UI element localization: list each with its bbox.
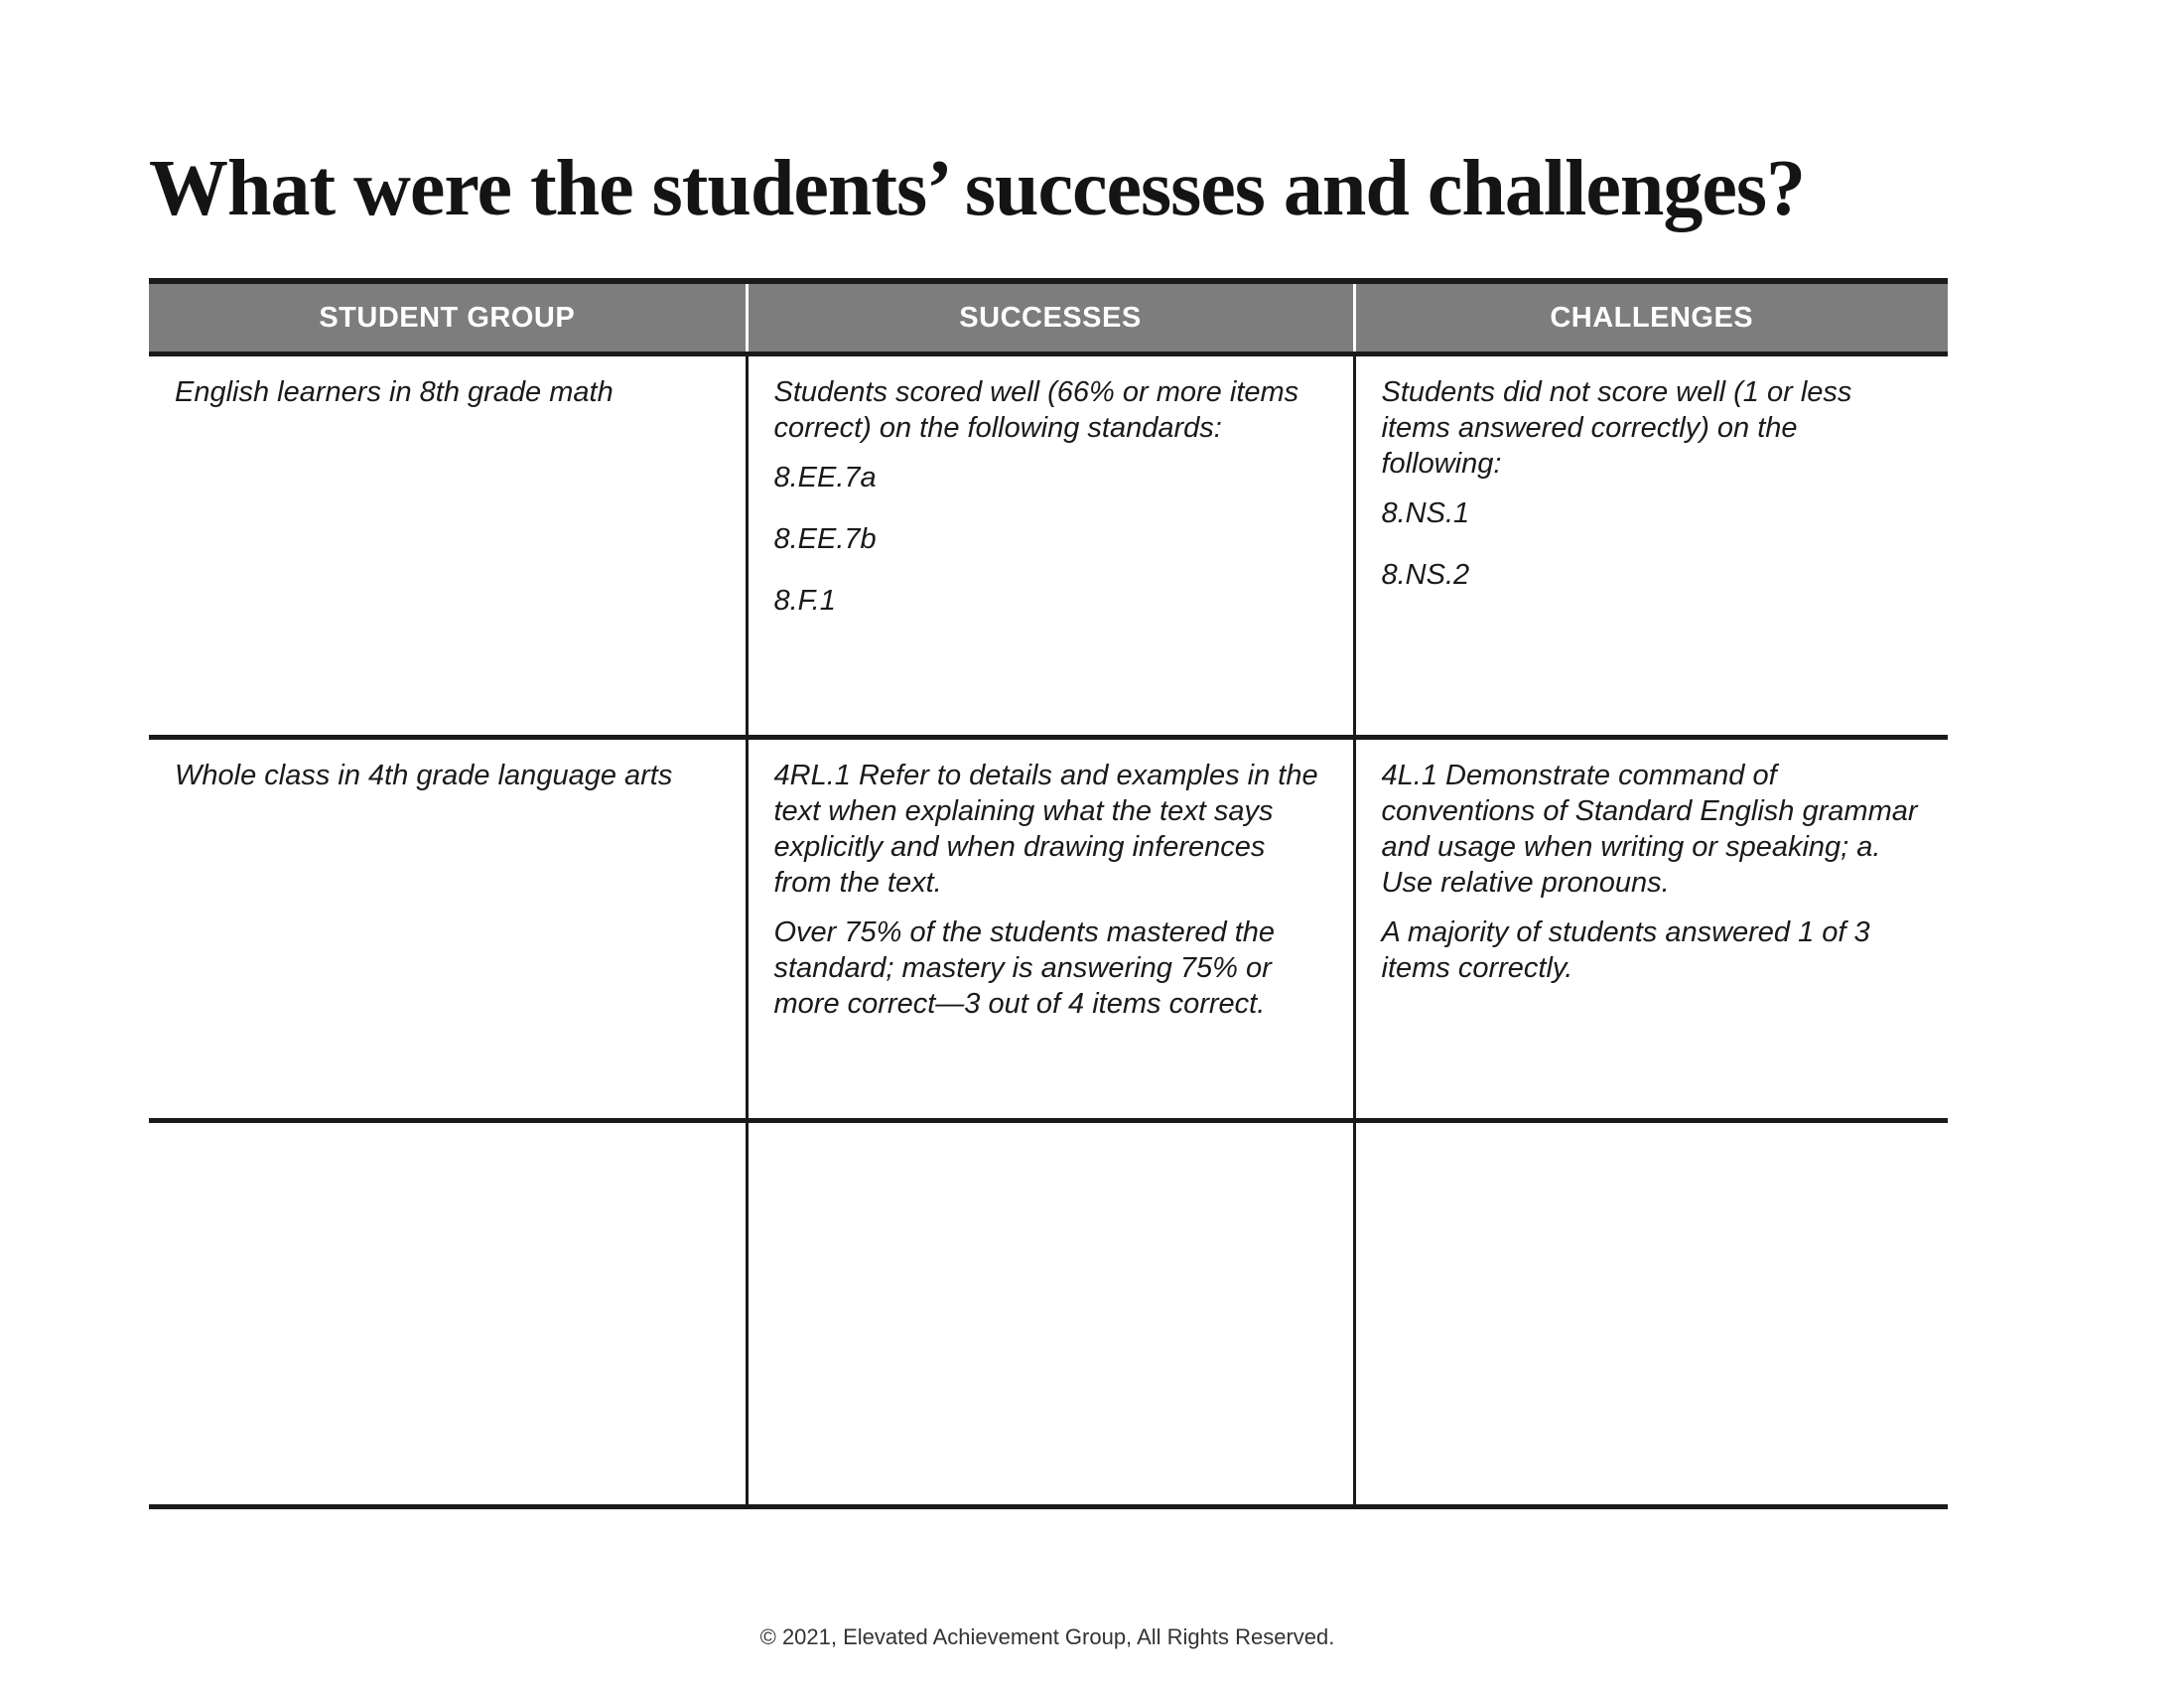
page-title: What were the students’ successes and challenges? xyxy=(149,145,1805,232)
table-row xyxy=(149,738,1948,1121)
cell-text: Students scored well (66% or more items correct) on the following standards: xyxy=(773,376,1299,444)
cell-text: English learners in 8th grade math xyxy=(175,376,614,408)
successes-cell xyxy=(747,354,1354,738)
challenges-cell-empty[interactable] xyxy=(1354,1121,1948,1507)
table-row-empty xyxy=(149,1121,1948,1507)
cell-text: Whole class in 4th grade language arts xyxy=(175,760,673,791)
challenges-cell xyxy=(1354,738,1948,1121)
standard-code: 8.F.1 xyxy=(773,585,836,617)
cell-text: Students did not score well (1 or less items answered correctly) on the following: xyxy=(1381,376,1852,480)
challenges-cell xyxy=(1354,354,1948,738)
student-group-cell xyxy=(149,354,747,738)
cell-text: Over 75% of the students mastered the standard; mastery is answering 75% or more correct—3 out of 4 items correct. xyxy=(773,916,1276,1020)
cell-text: A majority of students answered 1 of 3 items correctly. xyxy=(1381,916,1870,984)
cell-text: 4L.1 Demonstrate command of conventions of Standard English grammar and usage when writing or speaking; a. Use relative pronouns. xyxy=(1381,760,1918,899)
header-successes: SUCCESSES xyxy=(747,281,1354,354)
successes-cell-empty[interactable] xyxy=(747,1121,1354,1507)
successes-cell xyxy=(747,738,1354,1121)
student-group-cell xyxy=(149,738,747,1121)
table-header-row xyxy=(149,281,1948,354)
cell-text: 4RL.1 Refer to details and examples in the text when explaining what the text says explicitly and when drawing inferences from the text. xyxy=(773,760,1318,899)
table-row xyxy=(149,354,1948,738)
student-group-cell-empty[interactable] xyxy=(149,1121,747,1507)
header-challenges: CHALLENGES xyxy=(1354,281,1948,354)
standard-code: 8.EE.7b xyxy=(773,523,877,555)
standard-code: 8.NS.1 xyxy=(1381,497,1470,529)
standard-code: 8.EE.7a xyxy=(773,462,877,493)
standard-code: 8.NS.2 xyxy=(1381,559,1470,591)
header-student-group: STUDENT GROUP xyxy=(149,281,747,354)
successes-challenges-table xyxy=(149,278,1948,1509)
copyright-footer: © 2021, Elevated Achievement Group, All Rights Reserved. xyxy=(759,1624,1335,1649)
